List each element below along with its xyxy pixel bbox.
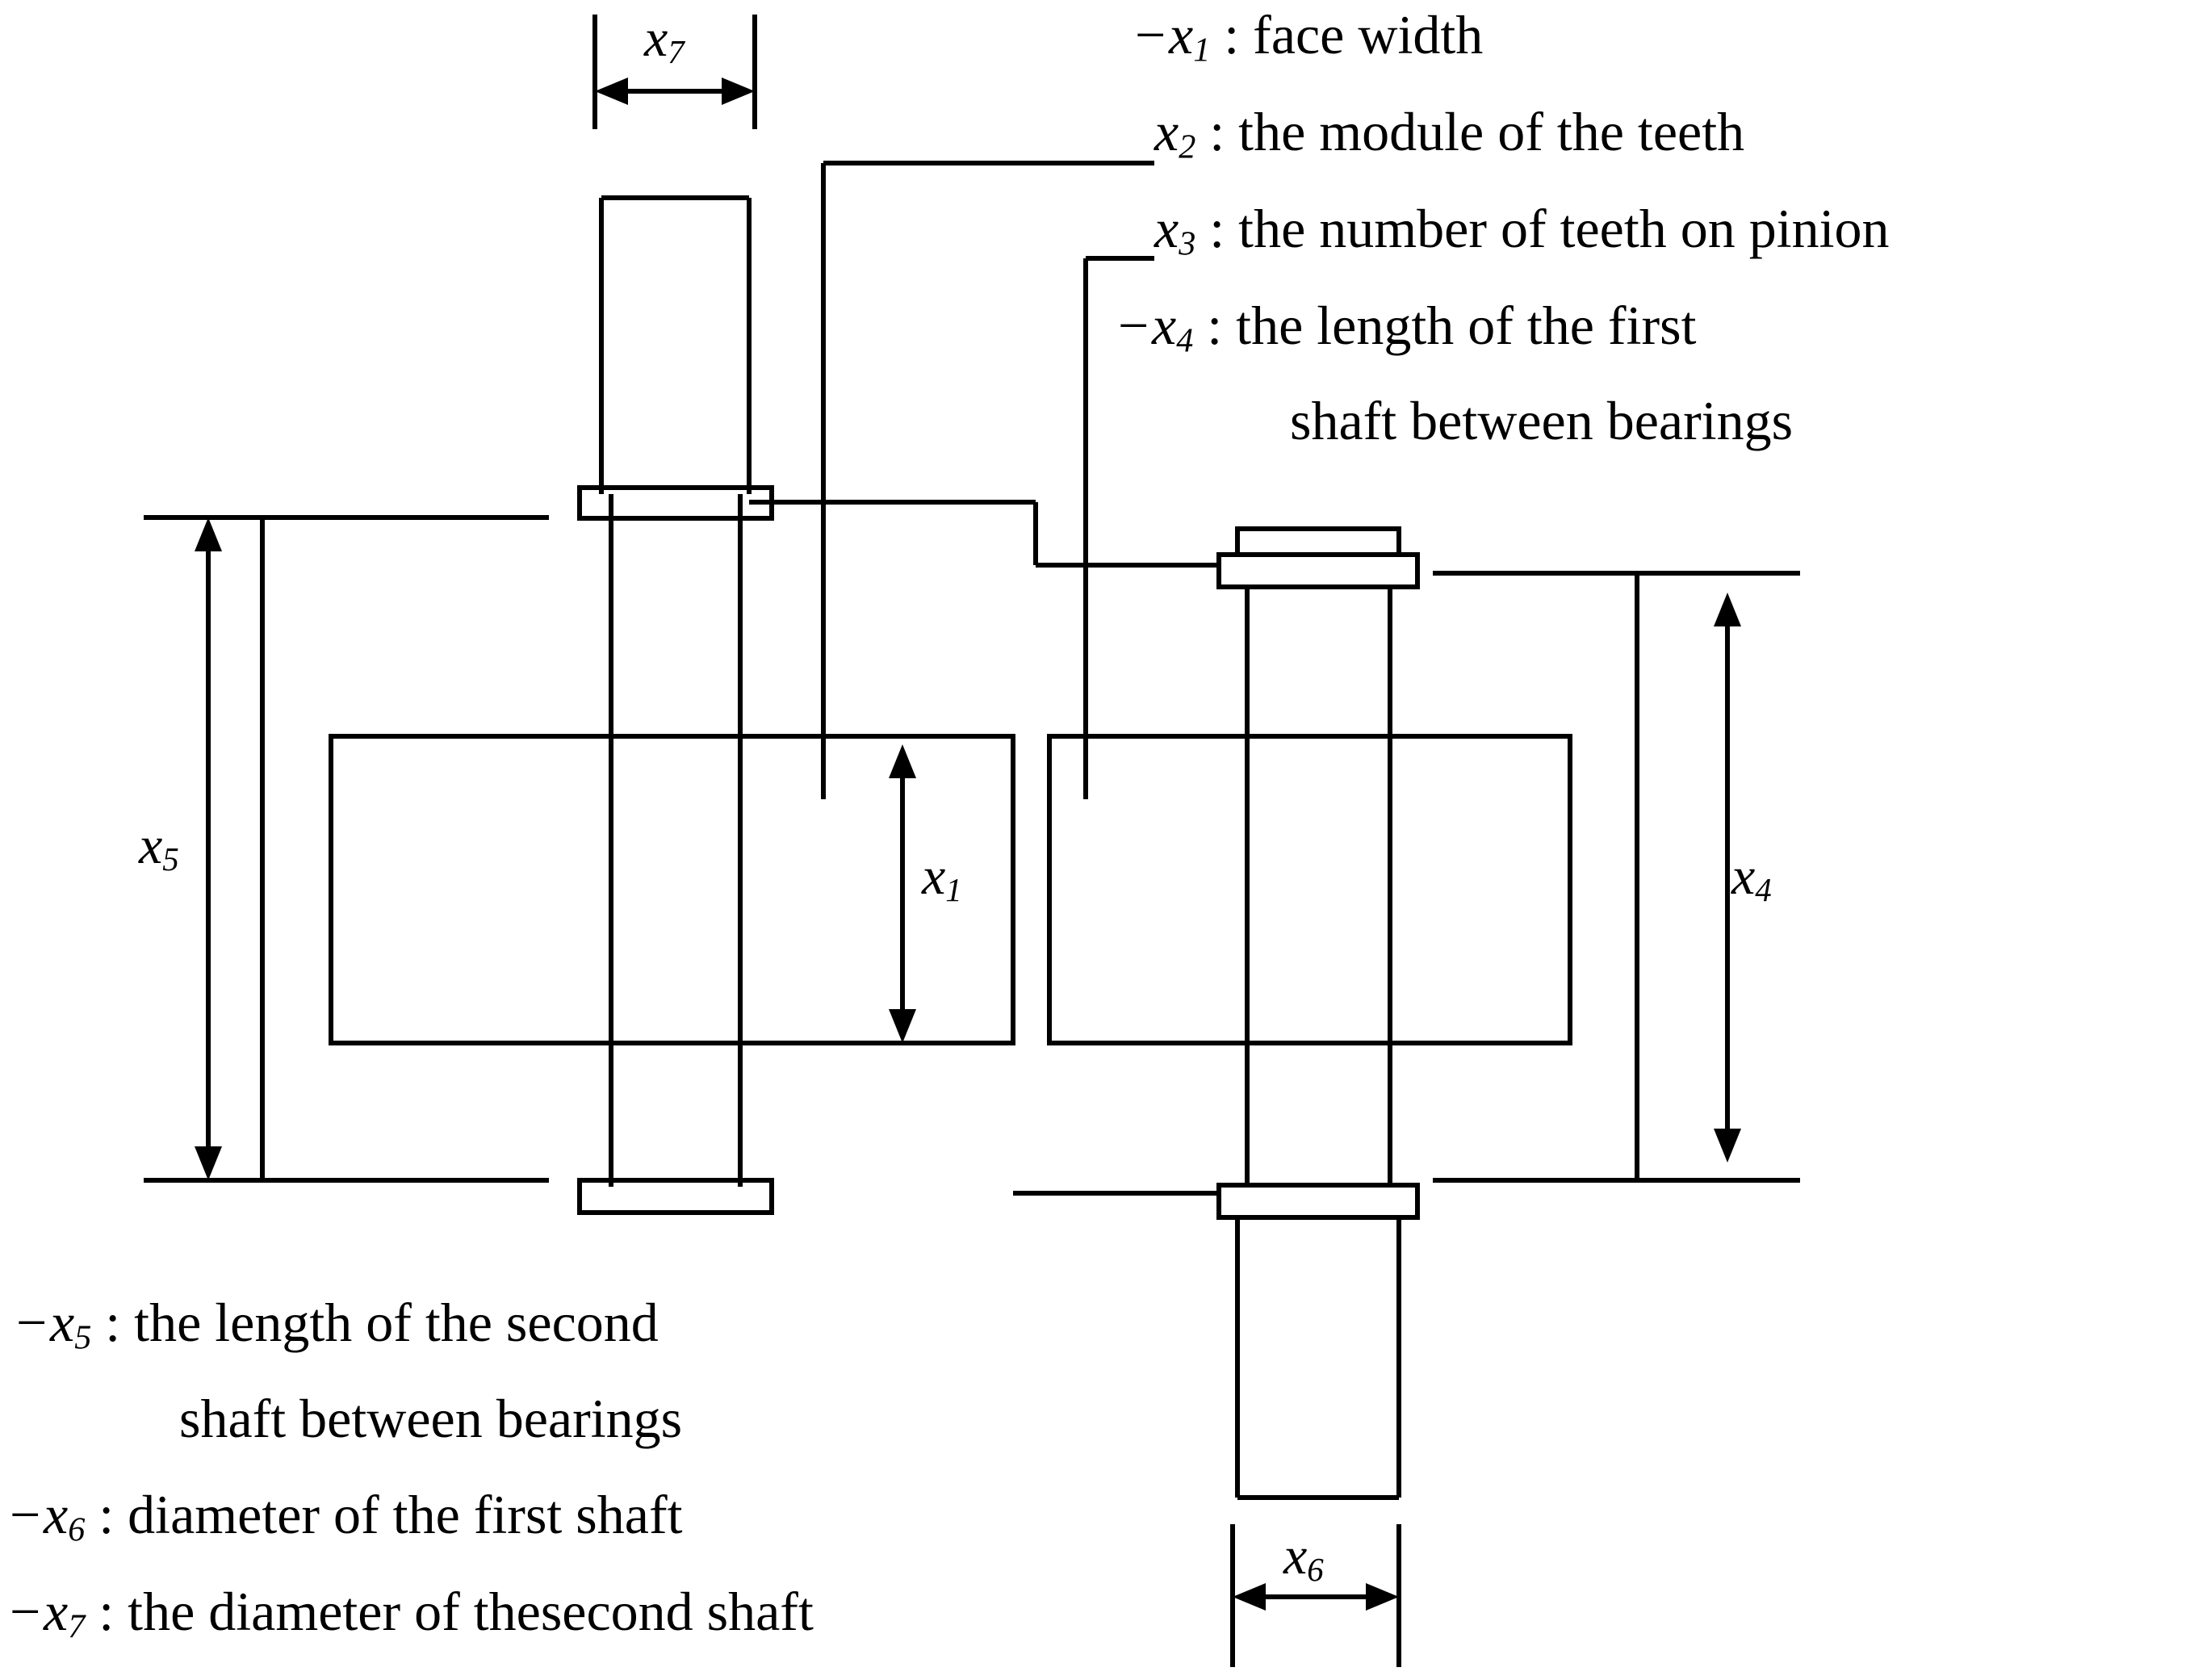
left-shaft-lower-bearing [580, 1180, 772, 1213]
legend-var-x3: $x_3$ [1154, 198, 1196, 263]
legend-item-x1 [1135, 4, 1483, 69]
legend-text-x2: the module of the teeth [1238, 101, 1745, 162]
legend-dash-x5: − [16, 1292, 48, 1353]
right-gear-outline [1049, 736, 1570, 1043]
legend-var-x2: $x_2$ [1154, 101, 1196, 166]
legend-var-x7: $x_7$ [44, 1581, 86, 1646]
dim-label-x1-text: $x_1$ [922, 847, 962, 908]
legend-item-x5 [16, 1292, 659, 1356]
legend-sep-x3: : [1195, 198, 1239, 259]
dim-label-x5-text: $x_5$ [139, 816, 179, 878]
x5-reference-lines [144, 517, 549, 1180]
left-shaft-centerlines [611, 775, 740, 1187]
legend-text-x1: face width [1253, 4, 1484, 65]
dim-x1-arrow-line [889, 744, 916, 1043]
dim-label-x6 [1283, 1526, 1324, 1589]
legend-dash-x1: − [1135, 4, 1166, 65]
legend-item-x3 [1154, 198, 1890, 262]
legend-dash-x6: − [10, 1484, 41, 1545]
legend-dash-x7: − [10, 1581, 41, 1642]
dim-label-x4-text: $x_4$ [1731, 847, 1772, 908]
legend-item-x5-line2: shaft between bearings [179, 1388, 683, 1449]
legend-text-x4: the length of the first [1236, 295, 1697, 356]
left-shaft-upper-bearing [580, 488, 772, 518]
legend-dash-x4: − [1118, 295, 1149, 356]
dim-label-x6-text: $x_6$ [1283, 1527, 1324, 1588]
legend-item-x6 [10, 1484, 682, 1548]
dim-label-x5 [139, 815, 179, 878]
legend-text-x3: the number of teeth on pinion [1238, 198, 1890, 259]
left-shaft-body [601, 198, 749, 1187]
legend-var-x6: $x_6$ [44, 1484, 86, 1549]
legend-var-x4: $x_4$ [1152, 295, 1194, 360]
dim-x5-arrow-line [195, 517, 222, 1180]
legend-text-x6: diameter of the first shaft [128, 1484, 683, 1545]
legend-sep-x7: : [85, 1581, 128, 1642]
legend-item-x4-line2: shaft between bearings [1290, 390, 1794, 451]
legend-item-x7 [10, 1581, 814, 1645]
legend-text-x7: the diameter of thesecond shaft [128, 1581, 814, 1642]
right-shaft-body [1219, 529, 1417, 1498]
leader-line-x2-shoulder [749, 502, 1219, 565]
dim-label-x7 [644, 8, 685, 71]
dim-label-x1 [922, 846, 962, 909]
legend-sep-x1: : [1210, 4, 1254, 65]
legend-sep-x2: : [1195, 101, 1239, 162]
legend-item-x4 [1118, 295, 1696, 359]
legend-text-x5: the length of the second [134, 1292, 659, 1353]
right-shaft-centerlines [1247, 775, 1390, 1185]
legend-sep-x6: : [85, 1484, 128, 1545]
legend-sep-x4: : [1193, 295, 1237, 356]
dim-x7-arrow-line [595, 78, 755, 105]
legend-sep-x5: : [91, 1292, 135, 1353]
legend-var-x1: $x_1$ [1169, 4, 1211, 69]
legend-item-x2 [1154, 101, 1744, 165]
legend-var-x5: $x_5$ [50, 1292, 92, 1357]
left-gear-outline [331, 736, 1013, 1043]
dim-label-x7-text: $x_7$ [644, 9, 685, 70]
dim-label-x4 [1731, 846, 1772, 909]
